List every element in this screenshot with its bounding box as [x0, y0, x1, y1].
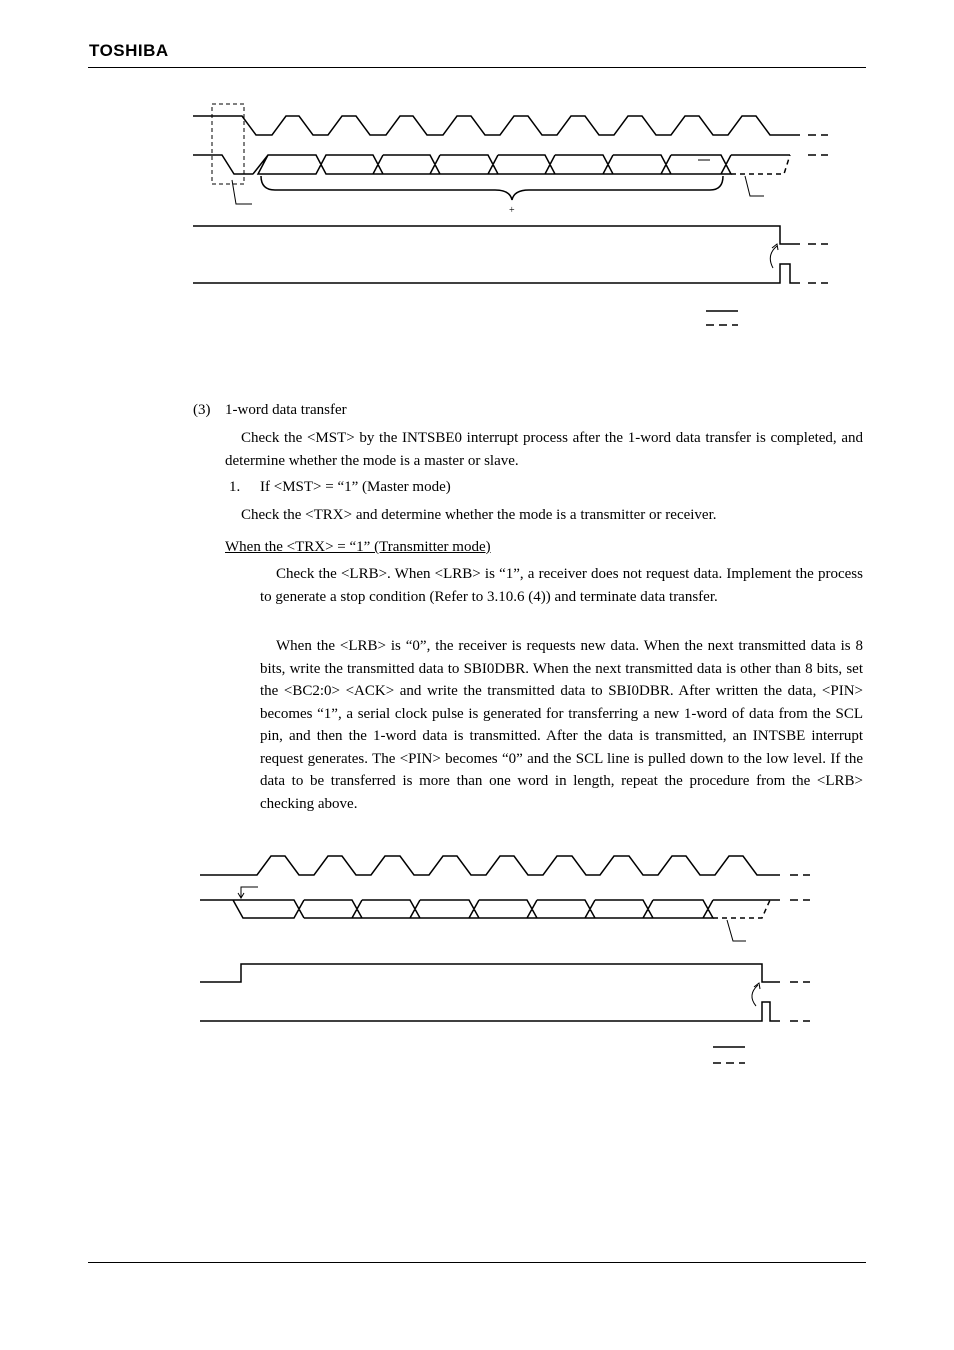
int-arrow — [770, 246, 777, 268]
section-number: (3) — [193, 402, 211, 418]
scl-waveform — [193, 116, 800, 135]
item-heading: If <MST> = “1” (Master mode) — [260, 479, 451, 495]
ack-leader — [745, 176, 764, 196]
pin-waveform — [193, 226, 800, 244]
scl-waveform — [200, 856, 780, 875]
pin-waveform — [200, 964, 780, 982]
sub-heading: When the <TRX> = “1” (Transmitter mode) — [225, 539, 491, 555]
item-description: Check the <TRX> and determine whether the mode is a transmitter or receiver. — [241, 507, 717, 523]
plus-mark: + — [509, 205, 515, 216]
header-rule — [88, 67, 866, 68]
item-number: 1. — [229, 479, 241, 495]
int-waveform — [200, 1002, 780, 1021]
paragraph-lrb-1: Check the <LRB>. When <LRB> is “1”, a receiver does not request data. Implement the process to generate a stop condition (Refer to 3.10.6 (4)) and terminate data transfer. — [260, 566, 863, 605]
data-brace — [261, 176, 723, 200]
sda-waveform — [193, 155, 790, 174]
ack-leader — [727, 920, 746, 941]
footer-rule — [88, 1262, 866, 1263]
timing-diagram-2 — [0, 840, 954, 1070]
start-arrow — [241, 887, 258, 897]
sda-ack-dashed — [731, 155, 790, 174]
int-arrow — [752, 985, 758, 1006]
paragraph-lrb-0: When the <LRB> is “0”, the receiver is requests new data. When the next transmitted data is 8 bits, write the transmitted data to SBI0DBR. When the next transmitted data is other than 8 bits, set the <BC2:0> <ACK> and write the transmitted data to SBI0DBR. After written the data, <PIN> becomes “1”, a serial clock pulse is generated for transferring a new 1-word of data from the SCL pin, and then the 1-word data is transmitted. After the data is transmitted, an INTSBE interrupt request generates. The <PIN> becomes “0” and the SCL line is pulled down to the low level. If the data to be transferred is more than one word in length, repeat the procedure from the <LRB> checking above. — [260, 638, 863, 812]
timing-diagram-1 — [0, 95, 954, 340]
sda-ack-dashed — [713, 900, 770, 918]
sda-waveform — [200, 900, 780, 918]
toshiba-logo: TOSHIBA — [89, 41, 169, 60]
int-waveform — [193, 264, 800, 283]
intro-paragraph: Check the <MST> by the INTSBE0 interrupt process after the 1-word data transfer is completed, and determine whether the mode is a master or slave. — [225, 430, 863, 469]
section-heading: 1-word data transfer — [225, 402, 347, 418]
